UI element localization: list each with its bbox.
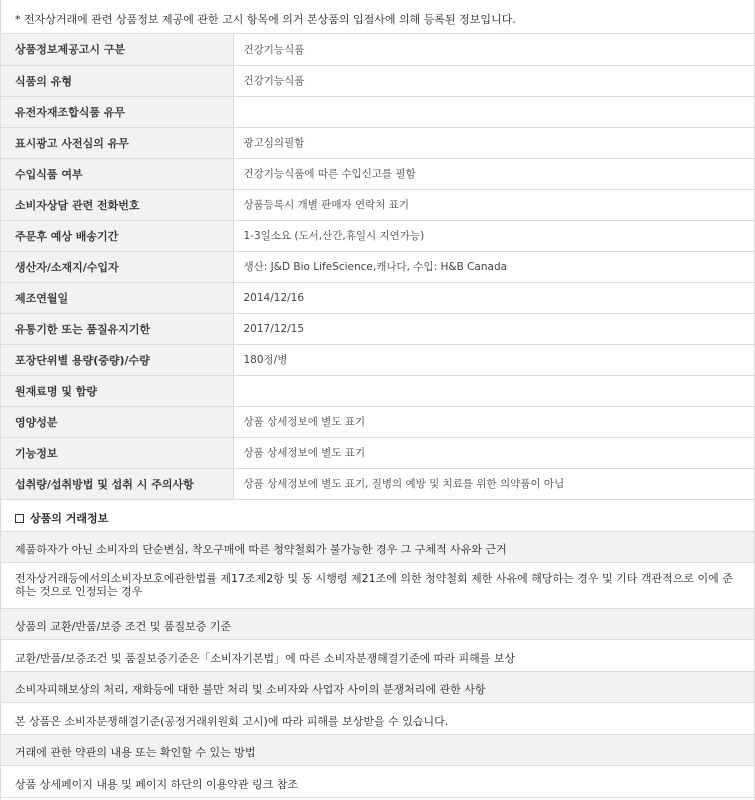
spec-key: 소비자상담 관련 전화번호 xyxy=(1,189,233,220)
spec-key: 생산자/소재지/수입자 xyxy=(1,251,233,282)
notice-text: * 전자상거래에 관련 상품정보 제공에 관한 고시 항목에 의거 본상품의 입점사에 의해 등록된 정보입니다. xyxy=(1,0,754,34)
trade-item-heading: 제품하자가 아닌 소비자의 단순변심, 착오구매에 따른 청약철회가 불가능한 경우 그 구체적 사유와 근거 xyxy=(1,532,754,563)
trade-item-heading: 거래에 관한 약관의 내용 또는 확인할 수 있는 방법 xyxy=(1,735,754,766)
spec-row xyxy=(1,189,754,220)
spec-value: 2014/12/16 xyxy=(233,282,754,313)
spec-value: 180정/병 xyxy=(233,344,754,375)
spec-key: 유전자재조합식품 유무 xyxy=(1,96,233,127)
spec-value: 광고심의필함 xyxy=(233,127,754,158)
spec-row xyxy=(1,468,754,499)
trade-item-heading: 소비자피해보상의 처리, 재화등에 대한 불만 처리 및 소비자와 사업자 사이의 분쟁처리에 관한 사항 xyxy=(1,672,754,703)
spec-value: 생산: J&D Bio LifeScience,캐나다, 수입: H&B Canada xyxy=(233,251,754,282)
spec-value: 상품 상세정보에 별도 표기 xyxy=(233,437,754,468)
trade-item-body: 상품 상세페이지 내용 및 페이지 하단의 이용약관 링크 참조 xyxy=(1,766,754,798)
spec-row xyxy=(1,406,754,437)
spec-row xyxy=(1,344,754,375)
spec-key: 섭취량/섭취방법 및 섭취 시 주의사항 xyxy=(1,468,233,499)
spec-value: 1-3일소요 (도서,산간,휴일시 지연가능) xyxy=(233,220,754,251)
spec-key: 기능정보 xyxy=(1,437,233,468)
spec-value: 상품 상세정보에 별도 표기 xyxy=(233,406,754,437)
trade-item-body: 본 상품은 소비자분쟁해결기준(공정거래위원회 고시)에 따라 피해를 보상받을 수 있습니다. xyxy=(1,703,754,735)
spec-value: 건강기능식품 xyxy=(233,34,754,65)
spec-row xyxy=(1,34,754,65)
spec-row xyxy=(1,220,754,251)
spec-key: 수입식품 여부 xyxy=(1,158,233,189)
spec-key: 상품정보제공고시 구분 xyxy=(1,34,233,65)
spec-value: 건강기능식품 xyxy=(233,65,754,96)
spec-value: 건강기능식품에 따른 수입신고를 필함 xyxy=(233,158,754,189)
spec-row xyxy=(1,375,754,406)
spec-value: 2017/12/15 xyxy=(233,313,754,344)
spec-row xyxy=(1,251,754,282)
spec-key: 식품의 유형 xyxy=(1,65,233,96)
spec-key: 포장단위별 용량(중량)/수량 xyxy=(1,344,233,375)
spec-row xyxy=(1,65,754,96)
spec-key: 제조연월일 xyxy=(1,282,233,313)
spec-value: 상품 상세정보에 별도 표기, 질병의 예방 및 치료를 위한 의약품이 아님 xyxy=(233,468,754,499)
spec-row xyxy=(1,127,754,158)
trade-section-title-text: 상품의 거래정보 xyxy=(30,511,109,525)
spec-row xyxy=(1,96,754,127)
spec-key: 영양성분 xyxy=(1,406,233,437)
spec-row xyxy=(1,158,754,189)
spec-row xyxy=(1,313,754,344)
spec-value xyxy=(233,96,754,127)
trade-item-body: 교환/반품/보증조건 및 품질보증기준은「소비자기본법」에 따른 소비자분쟁해결기준에 따라 피해를 보상 xyxy=(1,640,754,672)
spec-table xyxy=(1,34,754,500)
spec-key: 유통기한 또는 품질유지기한 xyxy=(1,313,233,344)
spec-value: 상품등록시 개별 판매자 연락처 표기 xyxy=(233,189,754,220)
spec-value xyxy=(233,375,754,406)
spec-key: 원재료명 및 함량 xyxy=(1,375,233,406)
spec-row xyxy=(1,437,754,468)
checkbox-square-icon xyxy=(15,514,24,523)
spec-key: 주문후 예상 배송기간 xyxy=(1,220,233,251)
trade-item-body: 전자상거래등에서의소비자보호에관한법률 제17조제2항 및 동 시행령 제21조에 의한 청약철회 제한 사유에 해당하는 경우 및 기타 객관적으로 이에 준하는 것으로 인정되는 경우 xyxy=(1,563,754,609)
trade-section-title xyxy=(1,500,754,532)
spec-key: 표시광고 사전심의 유무 xyxy=(1,127,233,158)
spec-row xyxy=(1,282,754,313)
trade-item-heading: 상품의 교환/반품/보증 조건 및 품질보증 기준 xyxy=(1,609,754,640)
